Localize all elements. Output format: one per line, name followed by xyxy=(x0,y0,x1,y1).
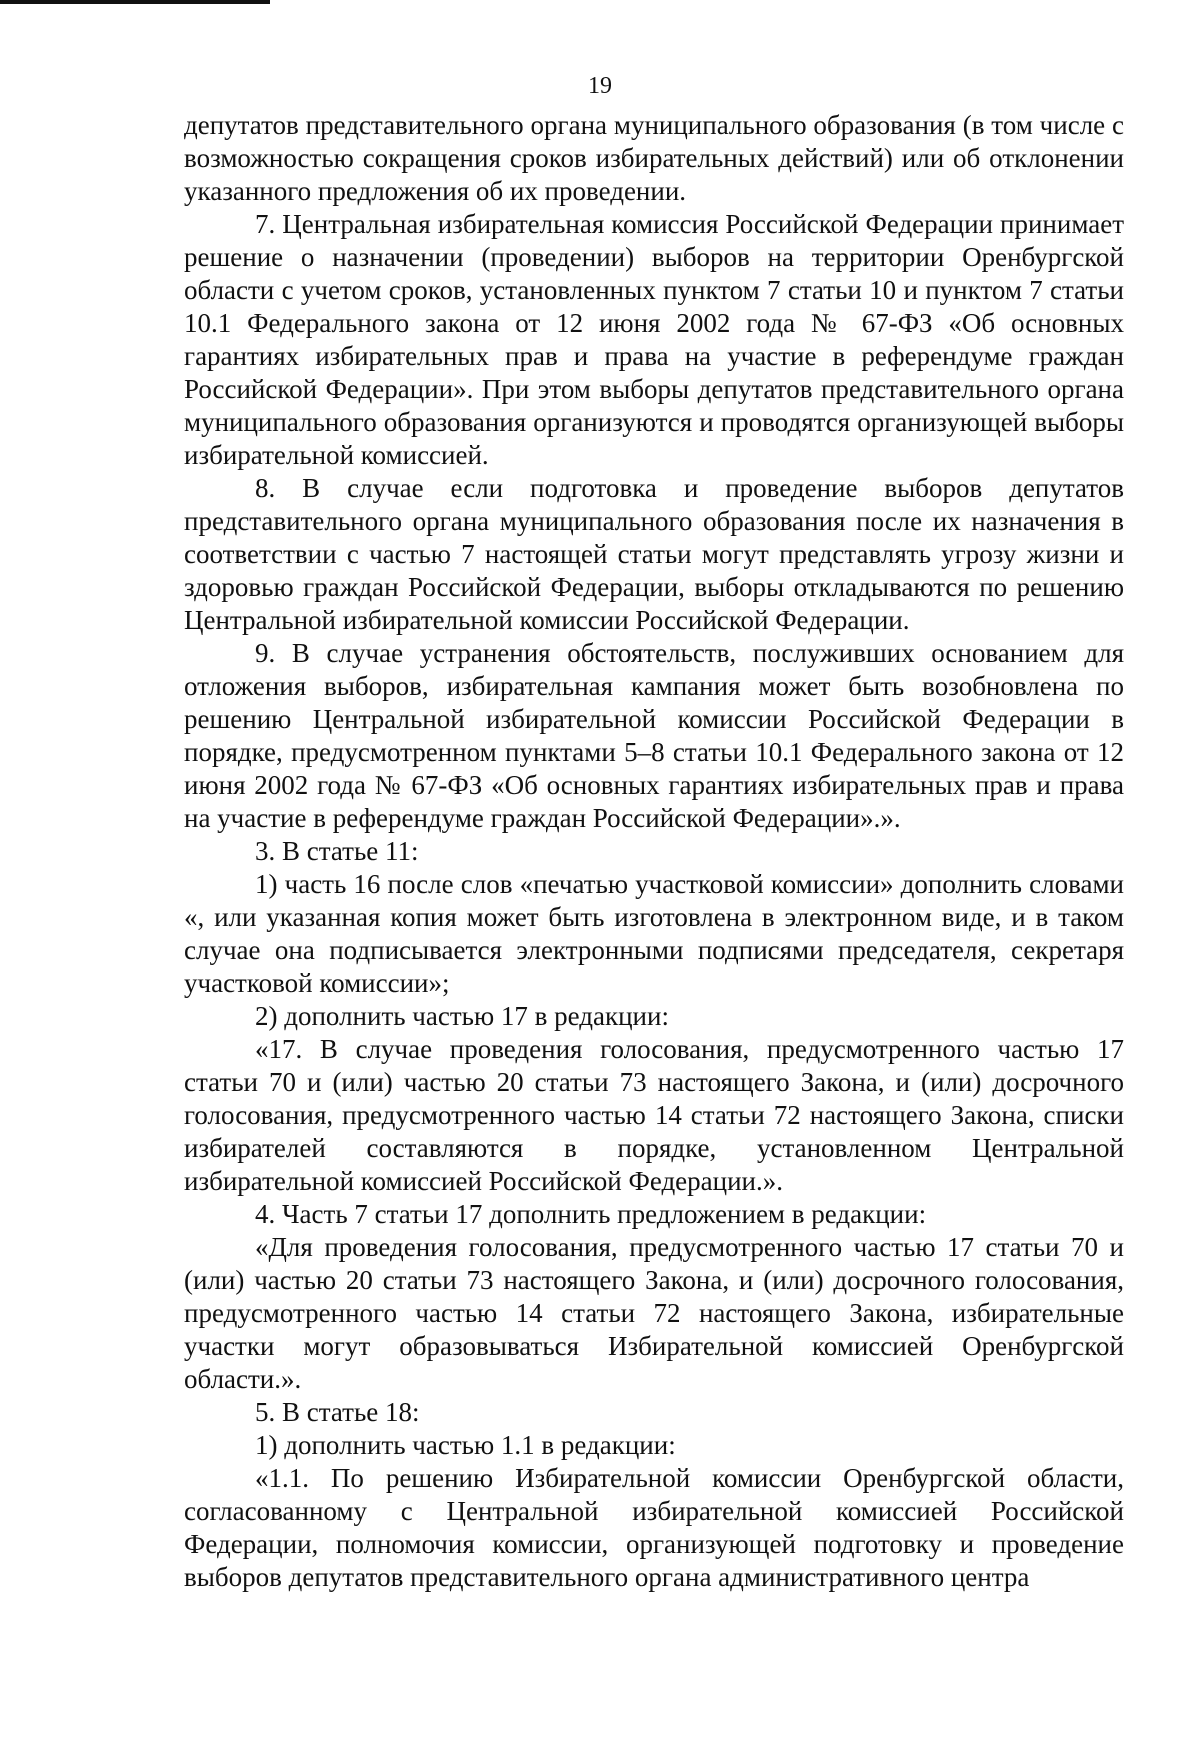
paragraph-sub-2: 2) дополнить частью 17 в редакции: xyxy=(255,1001,669,1031)
paragraph-quote-17: «17. В случае проведения голосования, предусмотренного частью 17 статьи 70 и (или) частью 20 статьи 73 настоящего Закона, и (или) досрочного голосования, предусмотренного частью 14 статьи 72 настоящего Закона, списки избирателей составляются в порядке, установленном Центральной избирательной комиссией Российской Федерации.». xyxy=(184,1034,1124,1196)
paragraph-section-3: 3. В статье 11: xyxy=(255,836,419,866)
paragraph-quote-polling: «Для проведения голосования, предусмотренного частью 17 статьи 70 и (или) частью 20 статьи 73 настоящего Закона, и (или) досрочного голосования, предусмотренного частью 14 статьи 72 настоящего Закона, избирательные участки могут образовываться Избирательной комиссией Оренбургской области.». xyxy=(184,1232,1124,1394)
paragraph-section-4: 4. Часть 7 статьи 17 дополнить предложением в редакции: xyxy=(255,1199,927,1229)
paragraph-sub-1-1: 1) дополнить частью 1.1 в редакции: xyxy=(255,1430,676,1460)
paragraph-sub-1: 1) часть 16 после слов «печатью участковой комиссии» дополнить словами «, или указанная копия может быть изготовлена в электронном виде, и в таком случае она подписывается электронными подписями председателя, секретаря участковой комиссии»; xyxy=(184,869,1124,998)
paragraph-continuation: депутатов представительного органа муниципального образования (в том числе с возможностью сокращения сроков избирательных действий) или об отклонении указанного предложения об их проведении. xyxy=(184,110,1124,206)
paragraph-quote-1-1: «1.1. По решению Избирательной комиссии Оренбургской области, согласованному с Центральной избирательной комиссией Российской Федерации, полномочия комиссии, организующей подготовку и проведение выборов депутатов представительного органа административного центра xyxy=(184,1463,1124,1592)
paragraph-item-8: 8. В случае если подготовка и проведение выборов депутатов представительного органа муниципального образования после их назначения в соответствии с частью 7 настоящей статьи могут представлять угрозу жизни и здоровью граждан Российской Федерации, выборы откладываются по решению Центральной избирательной комиссии Российской Федерации. xyxy=(184,473,1124,635)
paragraph-section-5: 5. В статье 18: xyxy=(255,1397,420,1427)
scan-edge-line xyxy=(0,0,270,4)
page-number: 19 xyxy=(588,73,612,99)
document-body xyxy=(184,109,1124,1594)
paragraph-item-7: 7. Центральная избирательная комиссия Российской Федерации принимает решение о назначении (проведении) выборов на территории Оренбургской области с учетом сроков, установленных пунктом 7 статьи 10 и пунктом 7 статьи 10.1 Федерального закона от 12 июня 2002 года № 67-ФЗ «Об основных гарантиях избирательных прав и права на участие в референдуме граждан Российской Федерации». При этом выборы депутатов представительного органа муниципального образования организуются и проводятся организующей выборы избирательной комиссией. xyxy=(184,209,1124,470)
paragraph-item-9: 9. В случае устранения обстоятельств, послуживших основанием для отложения выборов, избирательная кампания может быть возобновлена по решению Центральной избирательной комиссии Российской Федерации в порядке, предусмотренном пунктами 5–8 статьи 10.1 Федерального закона от 12 июня 2002 года № 67-ФЗ «Об основных гарантиях избирательных прав и права на участие в референдуме граждан Российской Федерации».». xyxy=(184,638,1124,833)
